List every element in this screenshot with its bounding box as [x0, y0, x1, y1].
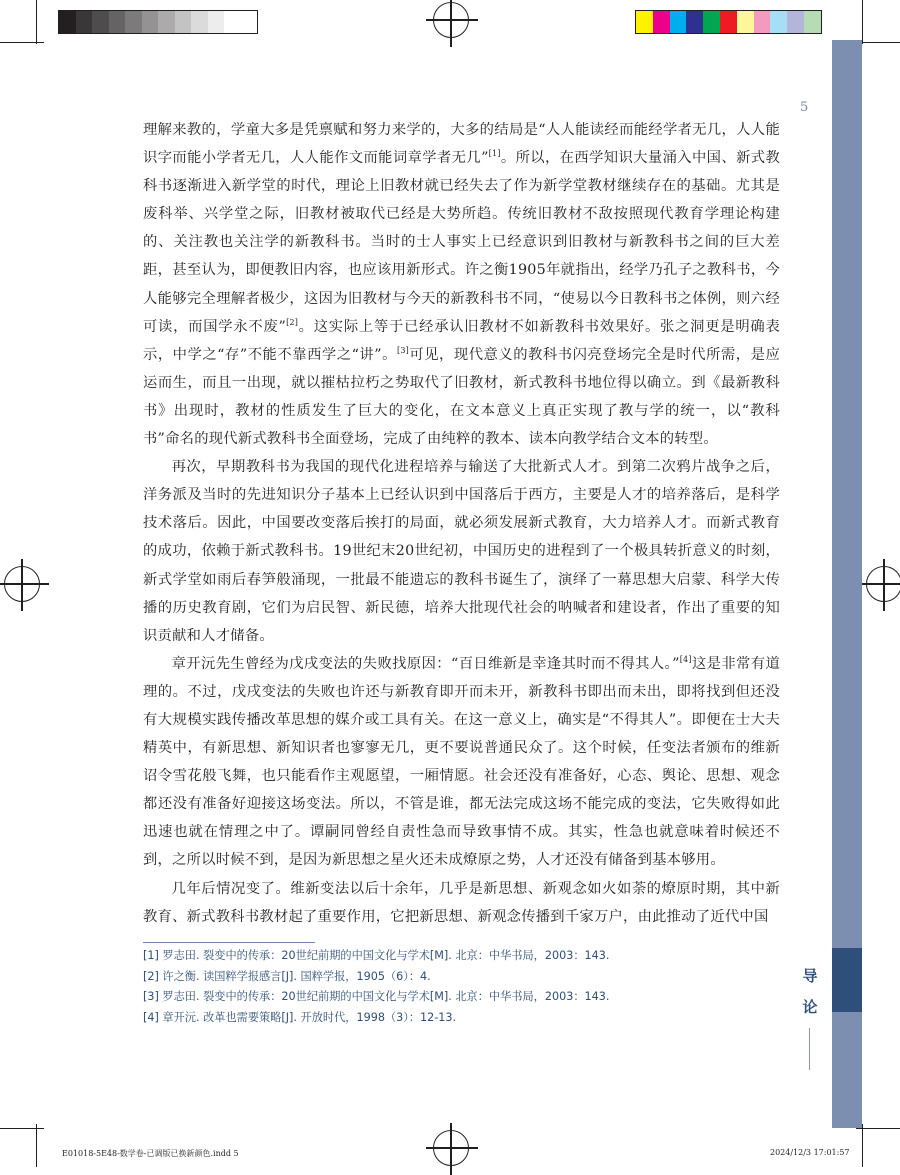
footnote-reference: [4] [679, 655, 692, 665]
footnote: [1] 罗志田. 裂变中的传承：20世纪前期的中国文化与学术[M]. 北京：中华书局，2003：143. [143, 949, 610, 962]
slug-file: E01018-5E48-数学卷-已调版已换新颜色.indd 5 [62, 1149, 239, 1158]
footnote-reference: [2] [286, 317, 299, 327]
crop-mark [856, 1128, 900, 1129]
crop-mark [36, 1124, 37, 1167]
text-run: 再次，早期教科书为我国的现代化进程培养与输送了大批新式人才。到第二次鸦片战争之后，洋务派及当时的先进知识分子基本上已经认识到中国落后于西方，主要是人才的培养落后，是科学技术落后。因此，中国要改变落后挨打的局面，就必须发展新式教育，大力培养人才。而新式教育的成功，依赖于新式教科书。19世纪末20世纪初，中国历史的进程到了一个极具转折意义的时刻，新式学堂如雨后春笋般涌现，一批最不能遗忘的教科书诞生了，演绎了一幕思想大启蒙、科学大传播的历史教育剧，它们为启民智、新民德，培养大批现代社会的呐喊者和建设者，作出了重要的知识贡献和人才储备。 [143, 459, 780, 644]
footnotes [143, 946, 783, 1028]
crop-mark [862, 0, 863, 44]
color-calibration-bar [635, 10, 822, 34]
calibration-swatch [653, 11, 670, 33]
chapter-label-char: 论 [802, 998, 818, 1016]
body-text [143, 116, 780, 931]
calibration-swatch [754, 11, 771, 33]
registration-mark-icon [433, 2, 469, 38]
calibration-swatch [636, 11, 653, 33]
footnote-reference: [3] [396, 345, 410, 355]
footnote-reference: [1] [488, 149, 501, 159]
calibration-swatch [175, 11, 192, 33]
text-run: 。这实际上等于已经承认旧教材不如新教科书效果好。张之洞更是明确表示，中学之“存”不能不靠西学之“讲”。 [143, 318, 780, 363]
text-run: 可见，现代意义的教科书闪亮登场完全是时代所需，是应运而生，而且一出现，就以摧枯拉朽之势取代了旧教材，新式教科书地位得以确立。到《最新教科书》出现时，教材的性质发生了巨大的变化，在文本意义上真正实现了教与学的统一，以“教科书”命名的现代新式教科书全面登场，完成了由纯粹的教本、读本向教学结合文本的转型。 [143, 346, 780, 448]
chapter-tab [832, 948, 862, 1012]
footnote-divider [143, 942, 315, 943]
calibration-swatch [670, 11, 687, 33]
grayscale-calibration-bar [58, 10, 258, 34]
crop-mark [0, 1128, 44, 1129]
body-paragraph [143, 116, 780, 453]
calibration-swatch [770, 11, 787, 33]
text-run: 章开沅先生曾经为戊戌变法的失败找原因：“百日维新是幸逢其时而不得其人。” [171, 655, 680, 672]
crop-mark [36, 0, 37, 44]
footnote: [2] 许之衡. 读国粹学报感言[J]. 国粹学报，1905（6）：4. [143, 969, 431, 983]
calibration-swatch [125, 11, 142, 33]
footnote: [4] 章开沅. 改革也需要策略[J]. 开放时代，1998（3）：12-13. [143, 1010, 457, 1024]
calibration-swatch [92, 11, 109, 33]
calibration-swatch [142, 11, 159, 33]
calibration-swatch [208, 11, 225, 33]
calibration-swatch [191, 11, 208, 33]
calibration-swatch [787, 11, 804, 33]
calibration-swatch [109, 11, 126, 33]
crop-mark [862, 1124, 863, 1167]
calibration-swatch [804, 11, 821, 33]
calibration-swatch [59, 11, 76, 33]
registration-mark-icon [4, 566, 40, 602]
calibration-swatch [720, 11, 737, 33]
crop-mark [0, 42, 44, 43]
text-run: 。所以，在西学知识大量涌入中国、新式教科书逐渐进入新学堂的时代，理论上旧教材就已经失去了作为新学堂教材继续存在的基础。尤其是废科举、兴学堂之际，旧教材被取代已经是大势所趋。传统旧教材不敌按照现代教育学理论构建的、关注教也关注学的新教科书。当时的士人事实上已经意识到旧教材与新教科书之间的巨大差距，甚至认为，即便教旧内容，也应该用新形式。许之衡1905年就指出，经学乃孔子之教科书，今人能够完全理解者极少，这因为旧教材与今天的新教科书不同，“使易以今日教科书之体例，则六经可读，而国学永不废” [143, 150, 781, 335]
calibration-swatch [737, 11, 754, 33]
page-number: 5 [800, 100, 809, 115]
calibration-swatch [158, 11, 175, 33]
text-run: 这是非常有道理的。不过，戊戌变法的失败也许还与新教育即开而未开，新教科书即出而未出，即将找到但还没有大规模实践传播改革思想的媒介或工具有关。在这一意义上，确实是“不得其人”。即便在士大夫精英中，有新思想、新知识者也寥寥无几，更不要说普通民众了。这个时候，任变法者颁布的维新诏令雪花般飞舞，也只能看作主观愿望，一厢情愿。社会还没有准备好，心态、舆论、思想、观念都还没有准备好迎接这场变法。所以，不管是谁，都无法完成这场不能完成的变法，它失败得如此迅速也就在情理之中了。谭嗣同曾经自责性急而导致事情不成。其实，性急也就意味着时候还不到，之所以时候不到，是因为新思想之星火还未成燎原之势，人才还没有储备到基本够用。 [143, 655, 781, 869]
calibration-swatch [76, 11, 93, 33]
calibration-swatch [224, 11, 241, 33]
text-run: 几年后情况变了。维新变法以后十余年，几乎是新思想、新观念如火如荼的燎原时期，其中新教育、新式教科书教材起了重要作用，它把新思想、新观念传播到千家万户，由此推动了近代中国 [143, 880, 780, 925]
calibration-swatch [703, 11, 720, 33]
body-paragraph [143, 875, 780, 931]
body-paragraph [143, 650, 780, 875]
chapter-rule [809, 1028, 810, 1070]
registration-mark-icon [866, 566, 900, 602]
crop-mark [856, 42, 900, 43]
registration-mark-icon [433, 1130, 469, 1166]
slug-timestamp: 2024/12/3 17:01:57 [770, 1148, 850, 1157]
calibration-swatch [241, 11, 258, 33]
text-run: 理解来教的，学童大多是凭禀赋和努力来学的，大多的结局是“人人能读经而能经学者无几，人人能识字而能小学者无几，人人能作文而能词章学者无几” [143, 122, 780, 167]
calibration-swatch [686, 11, 703, 33]
footnote: [3] 罗志田. 裂变中的传承：20世纪前期的中国文化与学术[M]. 北京：中华书局，2003：143. [143, 990, 610, 1004]
chapter-label-char: 导 [802, 967, 818, 985]
body-paragraph [143, 453, 780, 650]
